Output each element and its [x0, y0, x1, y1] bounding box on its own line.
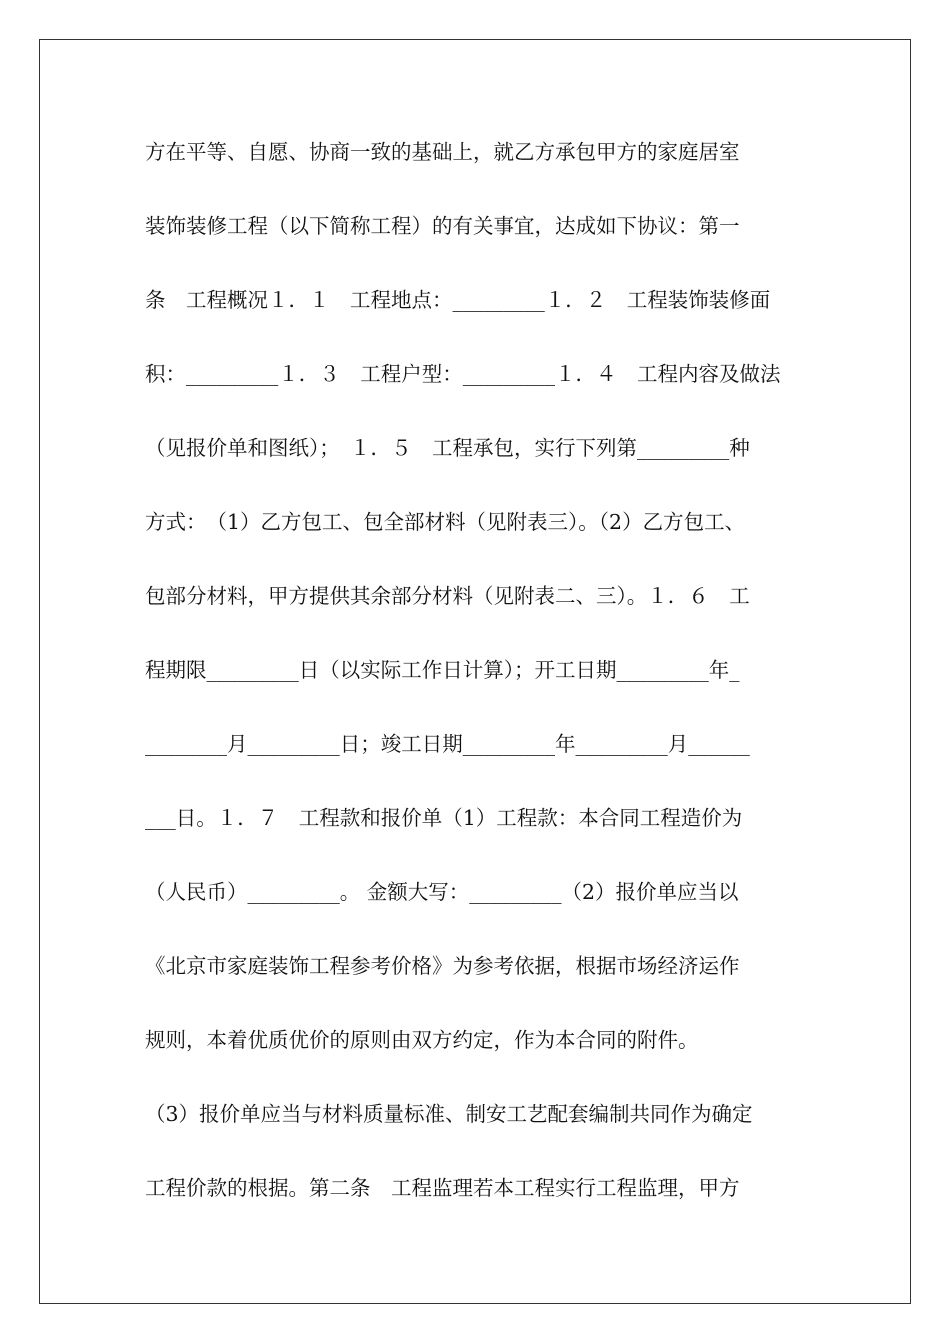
text-line: 条 工程概况１．１ 工程地点：_________１．２ 工程装饰装修面: [145, 288, 771, 312]
text-line: （3）报价单应当与材料质量标准、制安工艺配套编制共同作为确定: [145, 1102, 753, 1126]
text-line: 《北京市家庭装饰工程参考价格》为参考依据，根据市场经济运作: [145, 954, 740, 978]
text-line: 包部分材料，甲方提供其余部分材料（见附表二、三）。１．６ 工: [145, 584, 750, 608]
text-line: 程期限_________日（以实际工作日计算）；开工日期_________年_: [145, 658, 740, 682]
text-line: 规则，本着优质优价的原则由双方约定，作为本合同的附件。: [145, 1028, 699, 1052]
text-line: （见报价单和图纸）； １．５ 工程承包，实行下列第_________种: [145, 436, 750, 460]
text-line: 积：_________１．３ 工程户型：_________１．４ 工程内容及做法: [145, 362, 781, 386]
text-line: ________月_________日；竣工日期_________年_________月______: [145, 732, 750, 756]
text-line: 方式： （1）乙方包工、包全部材料（见附表三）。（2）乙方包工、: [145, 510, 746, 534]
text-line: ___日。１．７ 工程款和报价单（1）工程款：本合同工程造价为: [145, 806, 743, 830]
text-line: （人民币）_________。 金额大写：_________（2）报价单应当以: [145, 880, 739, 904]
text-line: 装饰装修工程（以下简称工程）的有关事宜，达成如下协议：第一: [145, 214, 740, 238]
text-line: 工程价款的根据。第二条 工程监理若本工程实行工程监理，甲方: [145, 1176, 740, 1200]
text-line: 方在平等、自愿、协商一致的基础上，就乙方承包甲方的家庭居室: [145, 140, 740, 164]
